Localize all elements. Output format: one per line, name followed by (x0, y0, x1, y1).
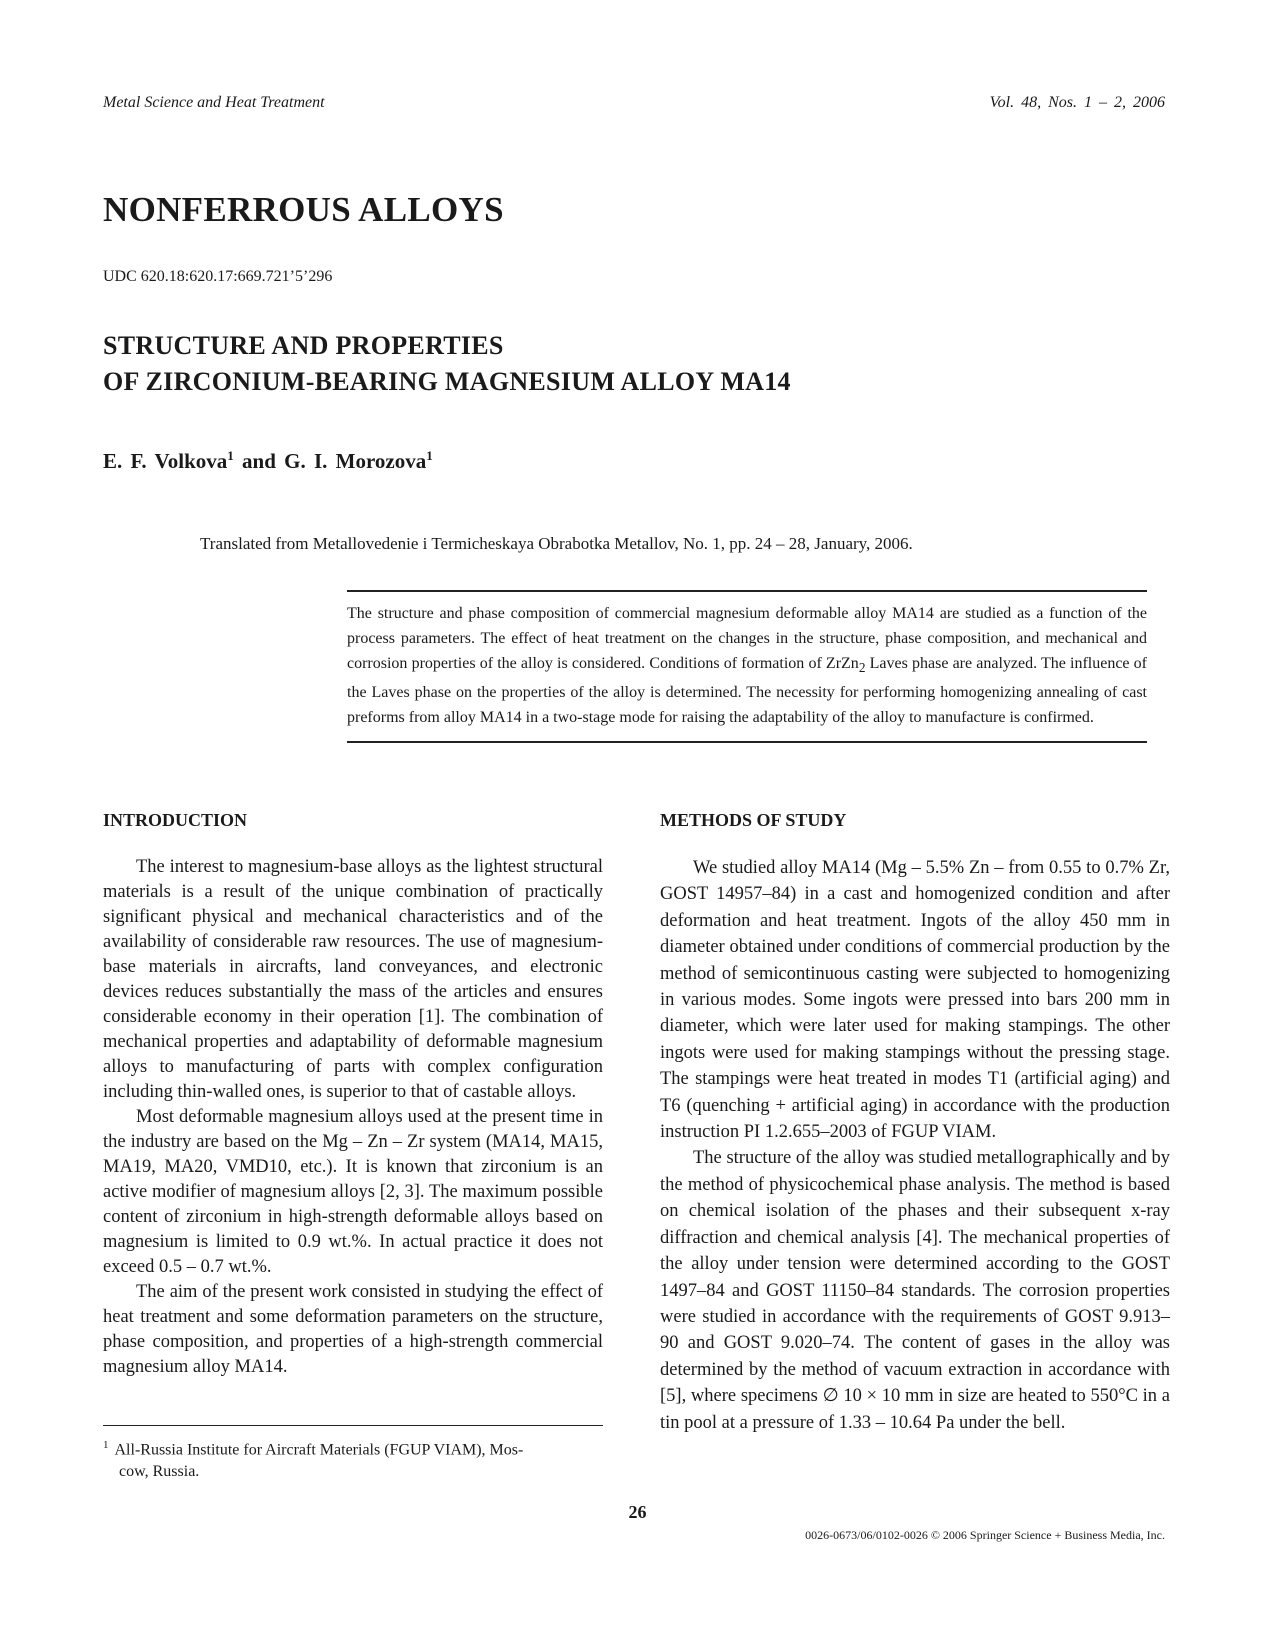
author-1-affiliation: 1 (227, 448, 234, 463)
abstract-subscript: 2 (858, 660, 866, 676)
author-1: E. F. Volkova (103, 449, 228, 473)
author-conjunction: and (233, 449, 285, 473)
footnote-text-cont: cow, Russia. (119, 1463, 200, 1481)
translation-note: Translated from Metallovedenie i Termicheskaya Obrabotka Metallov, No. 1, pp. 24 – 28, January, 2006. (200, 534, 913, 553)
footnote (103, 1434, 603, 1483)
copyright: 0026-0673/06/0102-0026 © 2006 Springer Science + Business Media, Inc. (805, 1528, 1165, 1542)
title-line-2: OF ZIRCONIUM-BEARING MAGNESIUM ALLOY MA14 (103, 367, 791, 396)
journal-name: Metal Science and Heat Treatment (103, 94, 325, 111)
abstract (347, 590, 1147, 743)
abstract-text: The structure and phase composition of commercial magnesium deformable alloy MA14 are studied as a function of the process parameters. The effect of heat treatment on the changes in the structure, phase composition, and mechanical and corrosion properties of the alloy is considered. Conditions of formation of ZrZn$_2$ Laves phase are analyzed. The influence of the Laves phase on the properties of the alloy is determined. The necessity for performing homogenizing annealing of cast preforms from alloy MA14 in a two-stage mode for raising the adaptability of the alloy to manufacture is confirmed. (347, 605, 1148, 727)
introduction-paragraph: The aim of the present work consisted in studying the effect of heat treatment and some deformation parameters on the structure, phase composition, and properties of a high-strength commercial magnesium alloy MA14. (103, 1282, 603, 1377)
article-title (103, 328, 791, 400)
introduction-heading: INTRODUCTION (103, 810, 248, 830)
introduction-paragraph: Most deformable magnesium alloys used at the present time in the industry are based on the Mg – Zn – Zr system (MA14, MA15, MA19, MA20, VMD10, etc.). It is known that zirconium is an active modifier of magnesium alloys [2, 3]. The maximum possible content of zirconium in high-strength deformable alloys based on magnesium is limited to 0.9 wt.%. In actual practice it does not exceed 0.5 – 0.7 wt.%. (103, 1107, 603, 1277)
introduction-column (103, 808, 603, 1380)
footnote-text: All-Russia Institute for Aircraft Materials (FGUP VIAM), Mos- (114, 1441, 524, 1459)
authors (103, 448, 433, 474)
methods-paragraph: The structure of the alloy was studied metallographically and by the method of physicochemical phase analysis. The method is based on chemical isolation of the phases and their subsequent x-ray diffraction and chemical analysis [4]. The mechanical properties of the alloy under tension were determined according to the GOST 1497–84 and GOST 11150–84 standards. The corrosion properties were studied in accordance with the requirements of GOST 9.913–90 and GOST 9.020–74. The content of gases in the alloy was determined by the method of vacuum extraction in accordance with [5], where specimens ∅ 10 × 10 mm in size are heated to 550°C in a tin pool at a pressure of 1.33 – 10.64 Pa under the bell. (660, 1148, 1170, 1433)
methods-column (660, 808, 1170, 1436)
methods-heading: METHODS OF STUDY (660, 810, 847, 830)
volume-info: Vol. 48, Nos. 1 – 2, 2006 (989, 94, 1165, 111)
udc-code: UDC 620.18:620.17:669.721’5’296 (103, 268, 333, 285)
introduction-paragraph: The interest to magnesium-base alloys as the lightest structural materials is a result of the unique combination of practically significant physical and mechanical characteristics and of the availability of considerable raw resources. The use of magnesium-base materials in aircrafts, land conveyances, and electronic devices reduces substantially the mass of the articles and ensures considerable economy in their operation [1]. The combination of mechanical properties and adaptability of deformable magnesium alloys to manufacturing of parts with complex configuration including thin-walled ones, is superior to that of castable alloys. (103, 857, 603, 1102)
footnote-marker: 1 (103, 1439, 109, 1451)
footnote-divider (103, 1425, 603, 1426)
section-title: NONFERROUS ALLOYS (103, 190, 504, 229)
page-number: 26 (628, 1502, 647, 1522)
title-line-1: STRUCTURE AND PROPERTIES (103, 331, 504, 360)
methods-paragraph: We studied alloy MA14 (Mg – 5.5% Zn – from 0.55 to 0.7% Zr, GOST 14957–84) in a cast and homogenized condition and after deformation and heat treatment. Ingots of the alloy 450 mm in diameter obtained under conditions of commercial production by the method of semicontinuous casting were subjected to homogenizing in various modes. Some ingots were pressed into bars 200 mm in diameter, which were later used for making stampings. The other ingots were used for making stampings without the pressing stage. The stampings were heat treated in modes T1 (artificial aging) and T6 (quenching + artificial aging) in accordance with the production instruction PI 1.2.655–2003 of FGUP VIAM. (660, 858, 1170, 1143)
author-2-affiliation: 1 (426, 448, 433, 463)
author-2: G. I. Morozova (284, 449, 427, 473)
